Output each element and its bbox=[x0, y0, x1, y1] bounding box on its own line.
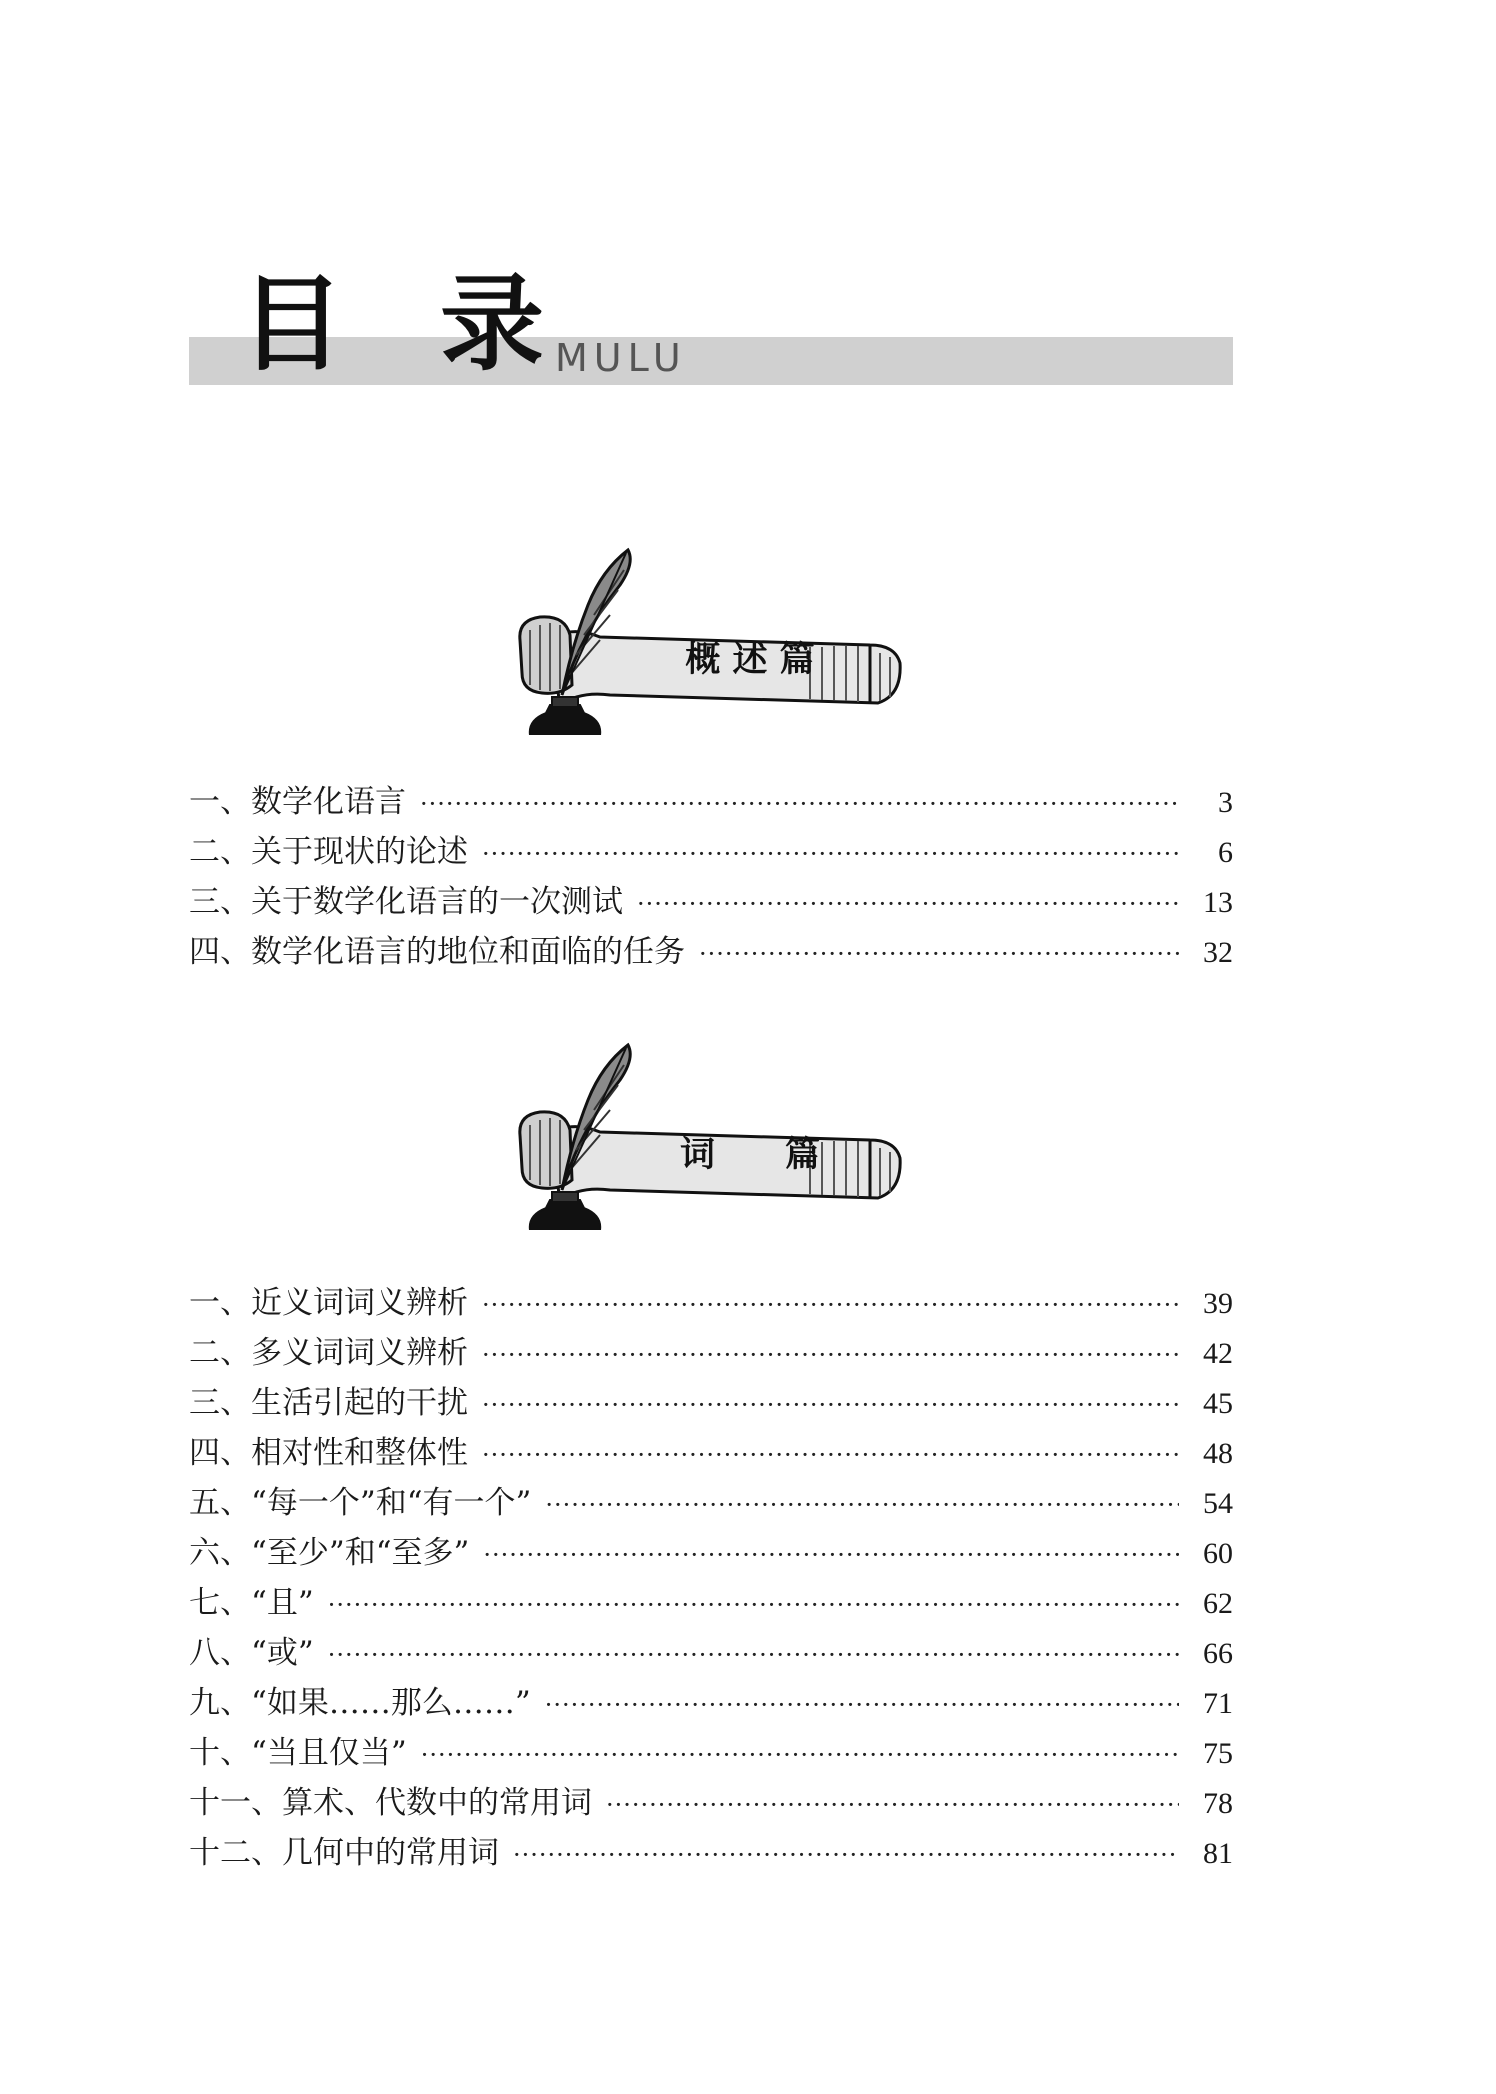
section-banner bbox=[510, 545, 910, 735]
toc-entry-title: 四、数学化语言的地位和面临的任务 bbox=[189, 934, 685, 970]
toc-dot-leader bbox=[699, 929, 1179, 979]
toc-entry-title: 五、“每一个”和“有一个” bbox=[189, 1485, 532, 1521]
toc-entry-title: 十一、算术、代数中的常用词 bbox=[189, 1785, 592, 1821]
toc-dot-leader bbox=[482, 1330, 1179, 1380]
toc-page-number: 75 bbox=[1203, 1737, 1233, 1770]
toc-page-number: 32 bbox=[1203, 936, 1233, 969]
toc-entry-title: 一、近义词词义辨析 bbox=[189, 1285, 468, 1321]
toc-entry-title: 八、“或” bbox=[189, 1635, 314, 1671]
toc-entry-title: 六、“至少”和“至多” bbox=[189, 1535, 470, 1571]
toc-entry-title: 二、关于现状的论述 bbox=[189, 834, 468, 870]
toc-row[interactable] bbox=[189, 1628, 1233, 1678]
toc-page-number: 66 bbox=[1203, 1637, 1233, 1670]
toc-dot-leader bbox=[513, 1830, 1179, 1880]
toc-page-number: 48 bbox=[1203, 1437, 1233, 1470]
toc-entry-title: 十二、几何中的常用词 bbox=[189, 1835, 499, 1871]
toc-page-number: 71 bbox=[1203, 1687, 1233, 1720]
toc-row[interactable] bbox=[189, 1278, 1233, 1328]
header-bar bbox=[189, 337, 1233, 385]
toc-entry-title: 九、“如果……那么……” bbox=[189, 1685, 531, 1721]
toc-page-number: 62 bbox=[1203, 1587, 1233, 1620]
toc-dot-leader bbox=[637, 879, 1179, 929]
toc-row[interactable] bbox=[189, 1528, 1233, 1578]
toc-dot-leader bbox=[483, 1530, 1179, 1580]
toc-entry-title: 二、多义词词义辨析 bbox=[189, 1335, 468, 1371]
toc-row[interactable] bbox=[189, 1778, 1233, 1828]
toc-entry-title: 三、生活引起的干扰 bbox=[189, 1385, 468, 1421]
toc-dot-leader bbox=[606, 1780, 1179, 1830]
toc-row[interactable] bbox=[189, 1478, 1233, 1528]
toc-entry-title: 三、关于数学化语言的一次测试 bbox=[189, 884, 623, 920]
toc-dot-leader bbox=[482, 1280, 1179, 1330]
toc-page-number: 78 bbox=[1203, 1787, 1233, 1820]
toc-page-number: 81 bbox=[1203, 1837, 1233, 1870]
toc-dot-leader bbox=[328, 1630, 1179, 1680]
section-overview bbox=[0, 545, 1496, 975]
toc-page-number: 60 bbox=[1203, 1537, 1233, 1570]
toc-row[interactable] bbox=[189, 1428, 1233, 1478]
toc-page-number: 42 bbox=[1203, 1337, 1233, 1370]
toc-entry-title: 一、数学化语言 bbox=[189, 784, 406, 820]
page-header bbox=[0, 0, 1496, 400]
toc-entry-title: 十、“当且仅当” bbox=[189, 1735, 407, 1771]
page-title-pinyin: MULU bbox=[555, 336, 687, 380]
toc-page-number: 13 bbox=[1203, 886, 1233, 919]
toc-row[interactable] bbox=[189, 827, 1233, 877]
toc-dot-leader bbox=[545, 1680, 1179, 1730]
toc-dot-leader bbox=[545, 1480, 1179, 1530]
toc-dot-leader bbox=[482, 1380, 1179, 1430]
toc-page-number: 6 bbox=[1218, 836, 1233, 869]
toc-page-number: 45 bbox=[1203, 1387, 1233, 1420]
section-words bbox=[0, 1040, 1496, 1940]
toc-dot-leader bbox=[328, 1580, 1179, 1630]
toc-page-number: 39 bbox=[1203, 1287, 1233, 1320]
toc-row[interactable] bbox=[189, 1828, 1233, 1878]
page-title-char-2: 录 bbox=[440, 263, 545, 385]
toc-row[interactable] bbox=[189, 927, 1233, 977]
toc-row[interactable] bbox=[189, 1678, 1233, 1728]
toc-dot-leader bbox=[482, 1430, 1179, 1480]
page-title-char-1: 目 bbox=[240, 263, 345, 385]
toc-row[interactable] bbox=[189, 777, 1233, 827]
toc-page-number: 3 bbox=[1218, 786, 1233, 819]
toc-row[interactable] bbox=[189, 1378, 1233, 1428]
toc-row[interactable] bbox=[189, 1578, 1233, 1628]
toc-row[interactable] bbox=[189, 877, 1233, 927]
toc-row[interactable] bbox=[189, 1328, 1233, 1378]
toc-dot-leader bbox=[482, 829, 1179, 879]
section-banner bbox=[510, 1040, 910, 1230]
toc-dot-leader bbox=[421, 1730, 1179, 1780]
toc-entry-title: 四、相对性和整体性 bbox=[189, 1435, 468, 1471]
section-banner-label: 词 篇 bbox=[679, 1135, 820, 1175]
section-banner-label: 概 述 篇 bbox=[685, 640, 815, 680]
toc-dot-leader bbox=[420, 779, 1179, 829]
toc-row[interactable] bbox=[189, 1728, 1233, 1778]
toc-page-number: 54 bbox=[1203, 1487, 1233, 1520]
toc-entry-title: 七、“且” bbox=[189, 1585, 314, 1621]
